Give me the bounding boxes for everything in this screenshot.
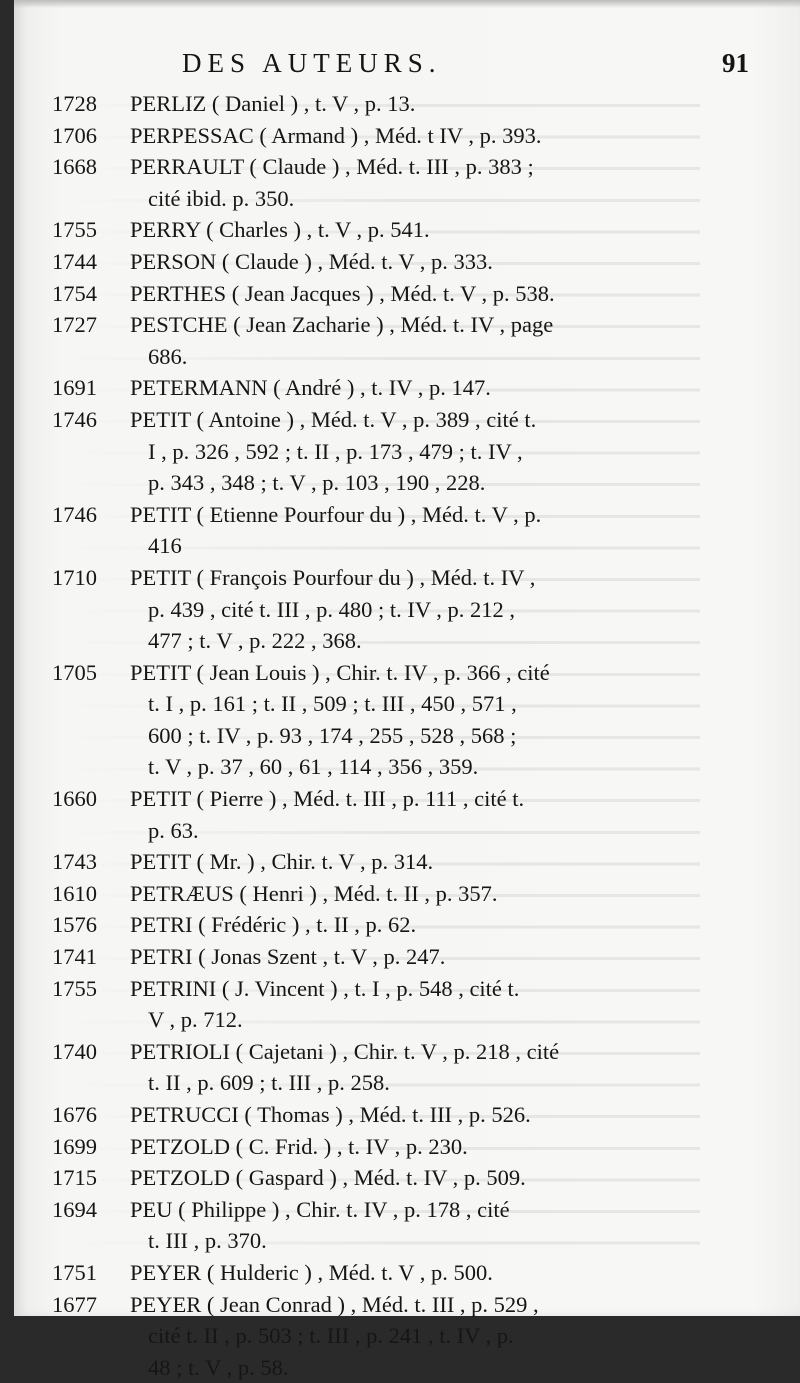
entry-year: 1576 — [52, 912, 97, 938]
entry-year: 1660 — [52, 786, 97, 812]
entry-year: 1668 — [52, 154, 97, 180]
index-entry — [52, 783, 692, 846]
entry-text: PERRY ( Charles ) , t. V , p. 541. — [130, 217, 430, 243]
entry-continuation: cité ibid. p. 350. — [148, 185, 295, 211]
index-entry — [52, 909, 692, 941]
entry-year: 1610 — [52, 880, 97, 906]
index-entry — [52, 562, 692, 657]
entry-continuation: 686. — [148, 343, 188, 369]
entry-continuation: V , p. 712. — [148, 1007, 243, 1033]
entry-year: 1694 — [52, 1196, 97, 1222]
entry-year: 1676 — [52, 1102, 97, 1127]
index-entry — [52, 1194, 692, 1257]
index-entry — [52, 372, 692, 404]
entry-text: PETIT ( Antoine ) , Méd. t. V , p. 389 , cité t. — [130, 406, 537, 432]
entry-year: 1705 — [52, 659, 97, 685]
entry-continuation: 48 ; t. V , p. 58. — [148, 1354, 289, 1380]
index-entry — [52, 1257, 692, 1289]
index-entry — [52, 278, 692, 310]
entry-year: 1691 — [52, 375, 97, 401]
entry-continuation: t. III , p. 370. — [148, 1228, 267, 1254]
entry-text: PERRAULT ( Claude ) , Méd. t. III , p. 383 ; — [130, 154, 534, 180]
entry-text: PETIT ( Pierre ) , Méd. t. III , p. 111 , cité t. — [130, 786, 525, 812]
entry-continuation: t. V , p. 37 , 60 , 61 , 114 , 356 , 359. — [148, 754, 479, 780]
index-entry — [52, 1162, 692, 1194]
entry-text: PETRI ( Jonas Szent , t. V , p. 247. — [130, 944, 446, 970]
index-entry — [52, 657, 692, 783]
entry-continuation: cité t. II , p. 503 ; t. III , p. 241 , t. IV , p. — [148, 1323, 514, 1349]
entry-year: 1754 — [52, 280, 97, 306]
entry-text: PESTCHE ( Jean Zacharie ) , Méd. t. IV , page — [130, 312, 554, 338]
index-entry — [52, 1036, 692, 1099]
entry-continuation: t. II , p. 609 ; t. III , p. 258. — [148, 1070, 390, 1096]
index-entry — [52, 404, 692, 499]
entry-text: PERSON ( Claude ) , Méd. t. V , p. 333. — [130, 248, 493, 274]
entry-year: 1710 — [52, 564, 97, 590]
entry-text: PEU ( Philippe ) , Chir. t. IV , p. 178 , cité — [130, 1196, 510, 1222]
entry-year: 1728 — [52, 91, 97, 116]
entry-year: 1715 — [52, 1165, 97, 1191]
entry-text: PERPESSAC ( Armand ) , Méd. t IV , p. 393. — [130, 122, 542, 148]
entry-year: 1755 — [52, 975, 97, 1001]
entry-year: 1727 — [52, 312, 97, 338]
index-entry — [52, 1289, 692, 1383]
entry-text: PETIT ( Etienne Pourfour du ) , Méd. t. V , p. — [130, 501, 542, 527]
entry-year: 1706 — [52, 122, 97, 148]
entry-year: 1744 — [52, 248, 97, 274]
entry-continuation: 477 ; t. V , p. 222 , 368. — [148, 628, 362, 654]
entry-continuation: p. 63. — [148, 817, 199, 843]
running-title: DES AUTEURS. — [182, 48, 442, 78]
page-top-shadow — [14, 0, 800, 8]
entry-year: 1699 — [52, 1133, 97, 1159]
index-entry — [52, 846, 692, 878]
entry-text: PETRÆUS ( Henri ) , Méd. t. II , p. 357. — [130, 880, 498, 906]
page-number: 91 — [722, 48, 749, 78]
entry-text: PETRUCCI ( Thomas ) , Méd. t. III , p. 526. — [130, 1102, 531, 1127]
index-entry — [52, 1131, 692, 1163]
entry-text: PERLIZ ( Daniel ) , t. V , p. 13. — [130, 91, 416, 116]
entry-continuation: 416 — [148, 533, 182, 559]
index-entry — [52, 1099, 692, 1131]
entry-text: PERTHES ( Jean Jacques ) , Méd. t. V , p. 538. — [130, 280, 555, 306]
entry-year: 1677 — [52, 1291, 97, 1317]
author-index-list — [52, 88, 692, 1383]
entry-year: 1746 — [52, 406, 97, 432]
index-entry — [52, 151, 692, 214]
entry-text: PETERMANN ( André ) , t. IV , p. 147. — [130, 375, 491, 401]
entry-text: PETIT ( Mr. ) , Chir. t. V , p. 314. — [130, 849, 434, 875]
index-entry — [52, 246, 692, 278]
index-entry — [52, 309, 692, 372]
entry-text: PETRI ( Frédéric ) , t. II , p. 62. — [130, 912, 417, 938]
entry-continuation: t. I , p. 161 ; t. II , 509 ; t. III , 450 , 571 , — [148, 691, 517, 717]
entry-year: 1740 — [52, 1038, 97, 1064]
entry-text: PETIT ( Jean Louis ) , Chir. t. IV , p. 366 , cité — [130, 659, 550, 685]
index-entry — [52, 88, 692, 120]
entry-text: PEYER ( Hulderic ) , Méd. t. V , p. 500. — [130, 1259, 493, 1285]
index-entry — [52, 214, 692, 246]
entry-continuation: p. 439 , cité t. III , p. 480 ; t. IV , p. 212 , — [148, 596, 516, 622]
entry-text: PEYER ( Jean Conrad ) , Méd. t. III , p. 529 , — [130, 1291, 539, 1317]
index-entry — [52, 973, 692, 1036]
entry-year: 1743 — [52, 849, 97, 875]
entry-continuation: I , p. 326 , 592 ; t. II , p. 173 , 479 ; t. IV , — [148, 438, 523, 464]
entry-text: PETRINI ( J. Vincent ) , t. I , p. 548 , cité t. — [130, 975, 520, 1001]
index-entry — [52, 878, 692, 910]
entry-text: PETZOLD ( Gaspard ) , Méd. t. IV , p. 509. — [130, 1165, 526, 1191]
entry-year: 1755 — [52, 217, 97, 243]
entry-year: 1741 — [52, 944, 97, 970]
entry-year: 1746 — [52, 501, 97, 527]
entry-continuation: 600 ; t. IV , p. 93 , 174 , 255 , 528 , 568 ; — [148, 722, 517, 748]
entry-year: 1751 — [52, 1259, 97, 1285]
page-header — [0, 48, 800, 88]
entry-text: PETIT ( François Pourfour du ) , Méd. t. IV , — [130, 564, 536, 590]
index-entry — [52, 499, 692, 562]
entry-text: PETRIOLI ( Cajetani ) , Chir. t. V , p. 218 , cité — [130, 1038, 560, 1064]
entry-text: PETZOLD ( C. Frid. ) , t. IV , p. 230. — [130, 1133, 468, 1159]
index-entry — [52, 941, 692, 973]
index-entry — [52, 120, 692, 152]
entry-continuation: p. 343 , 348 ; t. V , p. 103 , 190 , 228. — [148, 470, 486, 496]
